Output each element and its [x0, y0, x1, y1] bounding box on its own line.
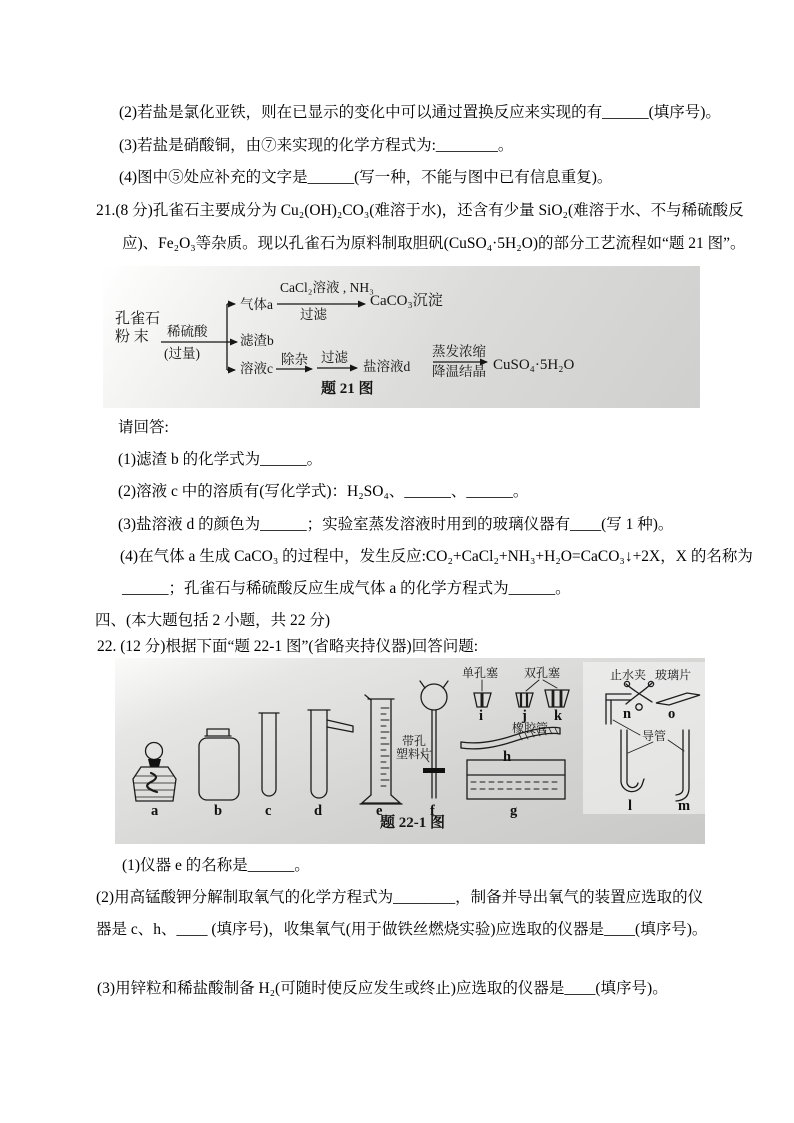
- perforated-disc-label-line2: 塑料片: [396, 747, 433, 761]
- q22-sub2-line1: (2)用高锰酸钾分解制取氧气的化学方程式为________，制备并导出氧气的装置应选取的仪: [96, 889, 704, 906]
- label-b: b: [214, 803, 223, 819]
- q21-prompt: 请回答:: [118, 419, 169, 436]
- q21-sub4-line2: ______；孔雀石与稀硫酸反应生成气体 a 的化学方程式为______。: [122, 580, 571, 597]
- glass-plate-label: 玻璃片: [655, 668, 692, 682]
- delivery-tube-m-drawing: [676, 730, 689, 801]
- q22-sub2-line2: 器是 c、h、____ (填序号)，收集氧气(用于做铁丝燃烧实验)应选取的仪器是____(填序号)。: [96, 921, 708, 938]
- side-arm-tube-d-drawing: [308, 710, 353, 798]
- flow-gas-arrow-below: 过滤: [300, 307, 327, 322]
- flow-step-filter: 过滤: [321, 350, 348, 365]
- q20-item-2: (2)若盐是氯化亚铁，则在已显示的变化中可以通过置换反应来实现的有______(填序号)。: [119, 104, 721, 121]
- q22-sub1: (1)仪器 e 的名称是______。: [122, 857, 310, 874]
- label-f: f: [430, 803, 435, 819]
- q21-flow-diagram: [103, 266, 700, 408]
- q21-sub4-line1: (4)在气体 a 生成 CaCO₃ 的过程中，发生反应:CO₂+CaCl₂+NH₃+H₂O=CaCO₃↓+2X，X 的名称为: [120, 548, 753, 565]
- flow-residue-label: 滤渣b: [240, 333, 274, 348]
- label-j: j: [522, 708, 527, 724]
- label-k: k: [554, 708, 563, 724]
- label-i: i: [479, 708, 484, 724]
- label-m: m: [678, 798, 691, 814]
- flow-final-product: CuSO₄·5H₂O: [493, 357, 575, 373]
- label-n: n: [623, 706, 632, 722]
- glass-plate-o-drawing: [656, 693, 700, 705]
- gas-bottle-b-drawing: [199, 729, 239, 800]
- flow-salt-solution: 盐溶液d: [363, 359, 411, 374]
- flow-gas-product: CaCO₃沉淀: [370, 293, 443, 309]
- label-h: h: [503, 749, 512, 765]
- flow-gas-arrow-above: CaCl₂溶液 , NH₃: [280, 280, 374, 295]
- flow-reagent-above: 稀硫酸: [167, 324, 208, 339]
- flow-gas-label: 气体a: [240, 297, 273, 312]
- water-trough-g-drawing: [467, 760, 565, 799]
- flow-evap-above: 蒸发浓缩: [432, 344, 486, 359]
- flow-solution-label: 溶液c: [240, 361, 273, 376]
- perforated-disc-label-line1: 带孔: [402, 734, 427, 748]
- q21-intro-line1: 21.(8 分)孔雀石主要成分为 Cu₂(OH)₂CO₃(难溶于水)，还含有少量 SiO₂(难溶于水、不与稀硫酸反: [96, 202, 744, 219]
- label-c: c: [265, 803, 272, 819]
- flow-source-line2: 粉 末: [115, 329, 149, 345]
- label-g: g: [510, 803, 518, 819]
- flow-step-remove: 除杂: [281, 352, 308, 367]
- single-hole-stopper-label: 单孔塞: [462, 666, 499, 680]
- label-e: e: [376, 803, 383, 819]
- q20-item-3: (3)若盐是硝酸铜，由⑦来实现的化学方程式为:________。: [119, 137, 514, 154]
- double-hole-stoppers-jk-drawing: [516, 680, 569, 707]
- delivery-tube-label: 导管: [642, 729, 667, 743]
- q21-sub1: (1)滤渣 b 的化学式为______。: [118, 451, 323, 468]
- pinch-clamp-label: 止水夹: [610, 668, 647, 682]
- flow-evap-below: 降温结晶: [432, 364, 486, 379]
- label-o: o: [668, 706, 676, 722]
- test-tube-c-drawing: [259, 713, 279, 796]
- q21-sub2: (2)溶液 c 中的溶质有(写化学式)：H₂SO₄、______、______。: [118, 483, 529, 500]
- label-a: a: [151, 803, 159, 819]
- section4-header: 四、(本大题包括 2 小题，共 22 分): [95, 612, 331, 629]
- q22-sub3: (3)用锌粒和稀盐酸制备 H₂(可随时使反应发生或终止)应选取的仪器是____(填序号)。: [97, 980, 668, 997]
- q21-intro-line2: 应)、Fe₂O₃等杂质。现以孔雀石为原料制取胆矾(CuSO₄·5H₂O)的部分工艺流程如“题 21 图”。: [122, 235, 746, 252]
- flow-source-line1: 孔雀石: [115, 311, 161, 327]
- rubber-tube-label: 橡胶管: [512, 721, 549, 735]
- q20-item-4: (4)图中⑤处应补充的文字是______(写一种，不能与图中已有信息重复)。: [119, 169, 613, 186]
- flow-caption: 题 21 图: [321, 381, 374, 397]
- q22-apparatus-diagram: [115, 658, 705, 844]
- label-d: d: [314, 803, 323, 819]
- label-l: l: [628, 798, 633, 814]
- flow-reagent-below: (过量): [164, 346, 200, 361]
- single-hole-stopper-i-drawing: [474, 680, 491, 707]
- delivery-tube-l-drawing: [621, 730, 644, 792]
- apparatus-caption: 题 22-1 图: [380, 815, 445, 831]
- q22-intro: 22. (12 分)根据下面“题 22-1 图”(省略夹持仪器)回答问题:: [97, 638, 479, 655]
- double-hole-stopper-label: 双孔塞: [524, 666, 561, 680]
- q21-sub3: (3)盐溶液 d 的颜色为______；实验室蒸发溶液时用到的玻璃仪器有____(写 1 种)。: [118, 516, 674, 533]
- alcohol-lamp-a-drawing: [133, 743, 176, 802]
